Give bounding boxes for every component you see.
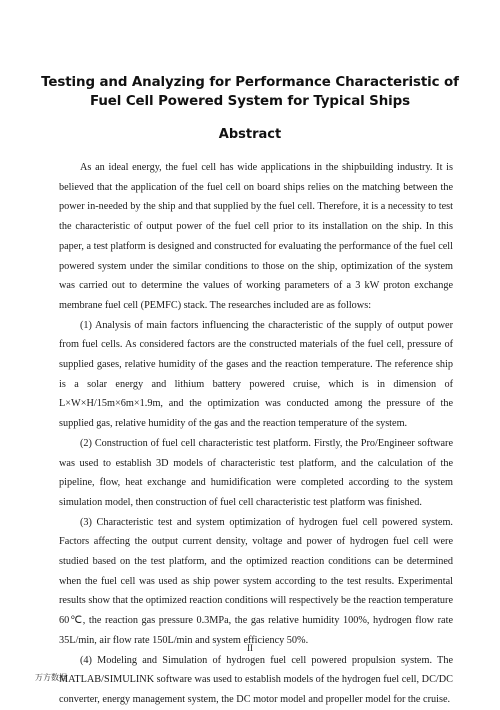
paragraph-3: (3) Characteristic test and system optimization of hydrogen fuel cell powered system. Factors affecting the output current density, voltage and power of hydrogen fuel cell were studied based on the test platform, and the optimized reaction conditions can be determined when the fuel cell was used as ship power system according to the test results. Experimental results show that the optimized reaction conditions will respectively be the reaction temperature 60℃, the reaction gas pressure 0.3MPa, the gas relative humidity 100%, hydrogen flow rate 35L/min, air flow rate 150L/min and system efficiency 50%. [59,516,453,646]
title-line-1: Testing and Analyzing for Performance Characteristic of [41,75,459,90]
abstract-body [59,158,453,710]
page-number: II [247,643,253,653]
abstract-heading: Abstract [218,127,282,142]
paragraph-intro: As an ideal energy, the fuel cell has wide applications in the shipbuilding industry. It is believed that the application of the fuel cell on board ships relies on the matching between the power in-needed by the ship and that supplied by the fuel cell. Therefore, it is a necessity to test the characteristic of output power of the fuel cell prior to its installation on the ship. In this paper, a test platform is designed and constructed for evaluating the performance of the fuel cell powered system under the similar conditions to those on the ship, optimization of the system was carried out to determine the values of working parameters of a 3 kW proton exchange membrane fuel cell (PEMFC) stack. The researches included are as follows: [59,162,453,311]
paragraph-4: (4) Modeling and Simulation of hydrogen fuel cell powered propulsion system. The MATLAB/SIMULINK software was used to establish models of the hydrogen fuel cell, DC/DC converter, energy management system, the DC motor model and propeller model for the cruise. [59,654,453,705]
title-line-2: Fuel Cell Powered System for Typical Ships [89,94,411,109]
paper-title [40,73,460,111]
paragraph-1: (1) Analysis of main factors influencing the characteristic of the supply of output power from fuel cells. As considered factors are the constructed materials of the fuel cell, pressure of supplied gases, relative humidity of the gases and the reaction temperature. The reference ship is a solar energy and lithium battery powered cruise, which is in dimension of L×W×H/15m×6m×1.9m, and the optimization was conducted among the pressure of the supplied gas, relative humidity of the gas and the reaction temperature of the system. [59,319,453,430]
watermark-text: 万方数据 [35,673,67,682]
paragraph-2: (2) Construction of fuel cell characteristic test platform. Firstly, the Pro/Engineer software was used to establish 3D models of characteristic test platform, and the calculation of the pipeline, flow, heat exchange and humidification were completed according to the system simulation model, then construction of fuel cell characteristic test platform was finished. [59,437,453,508]
